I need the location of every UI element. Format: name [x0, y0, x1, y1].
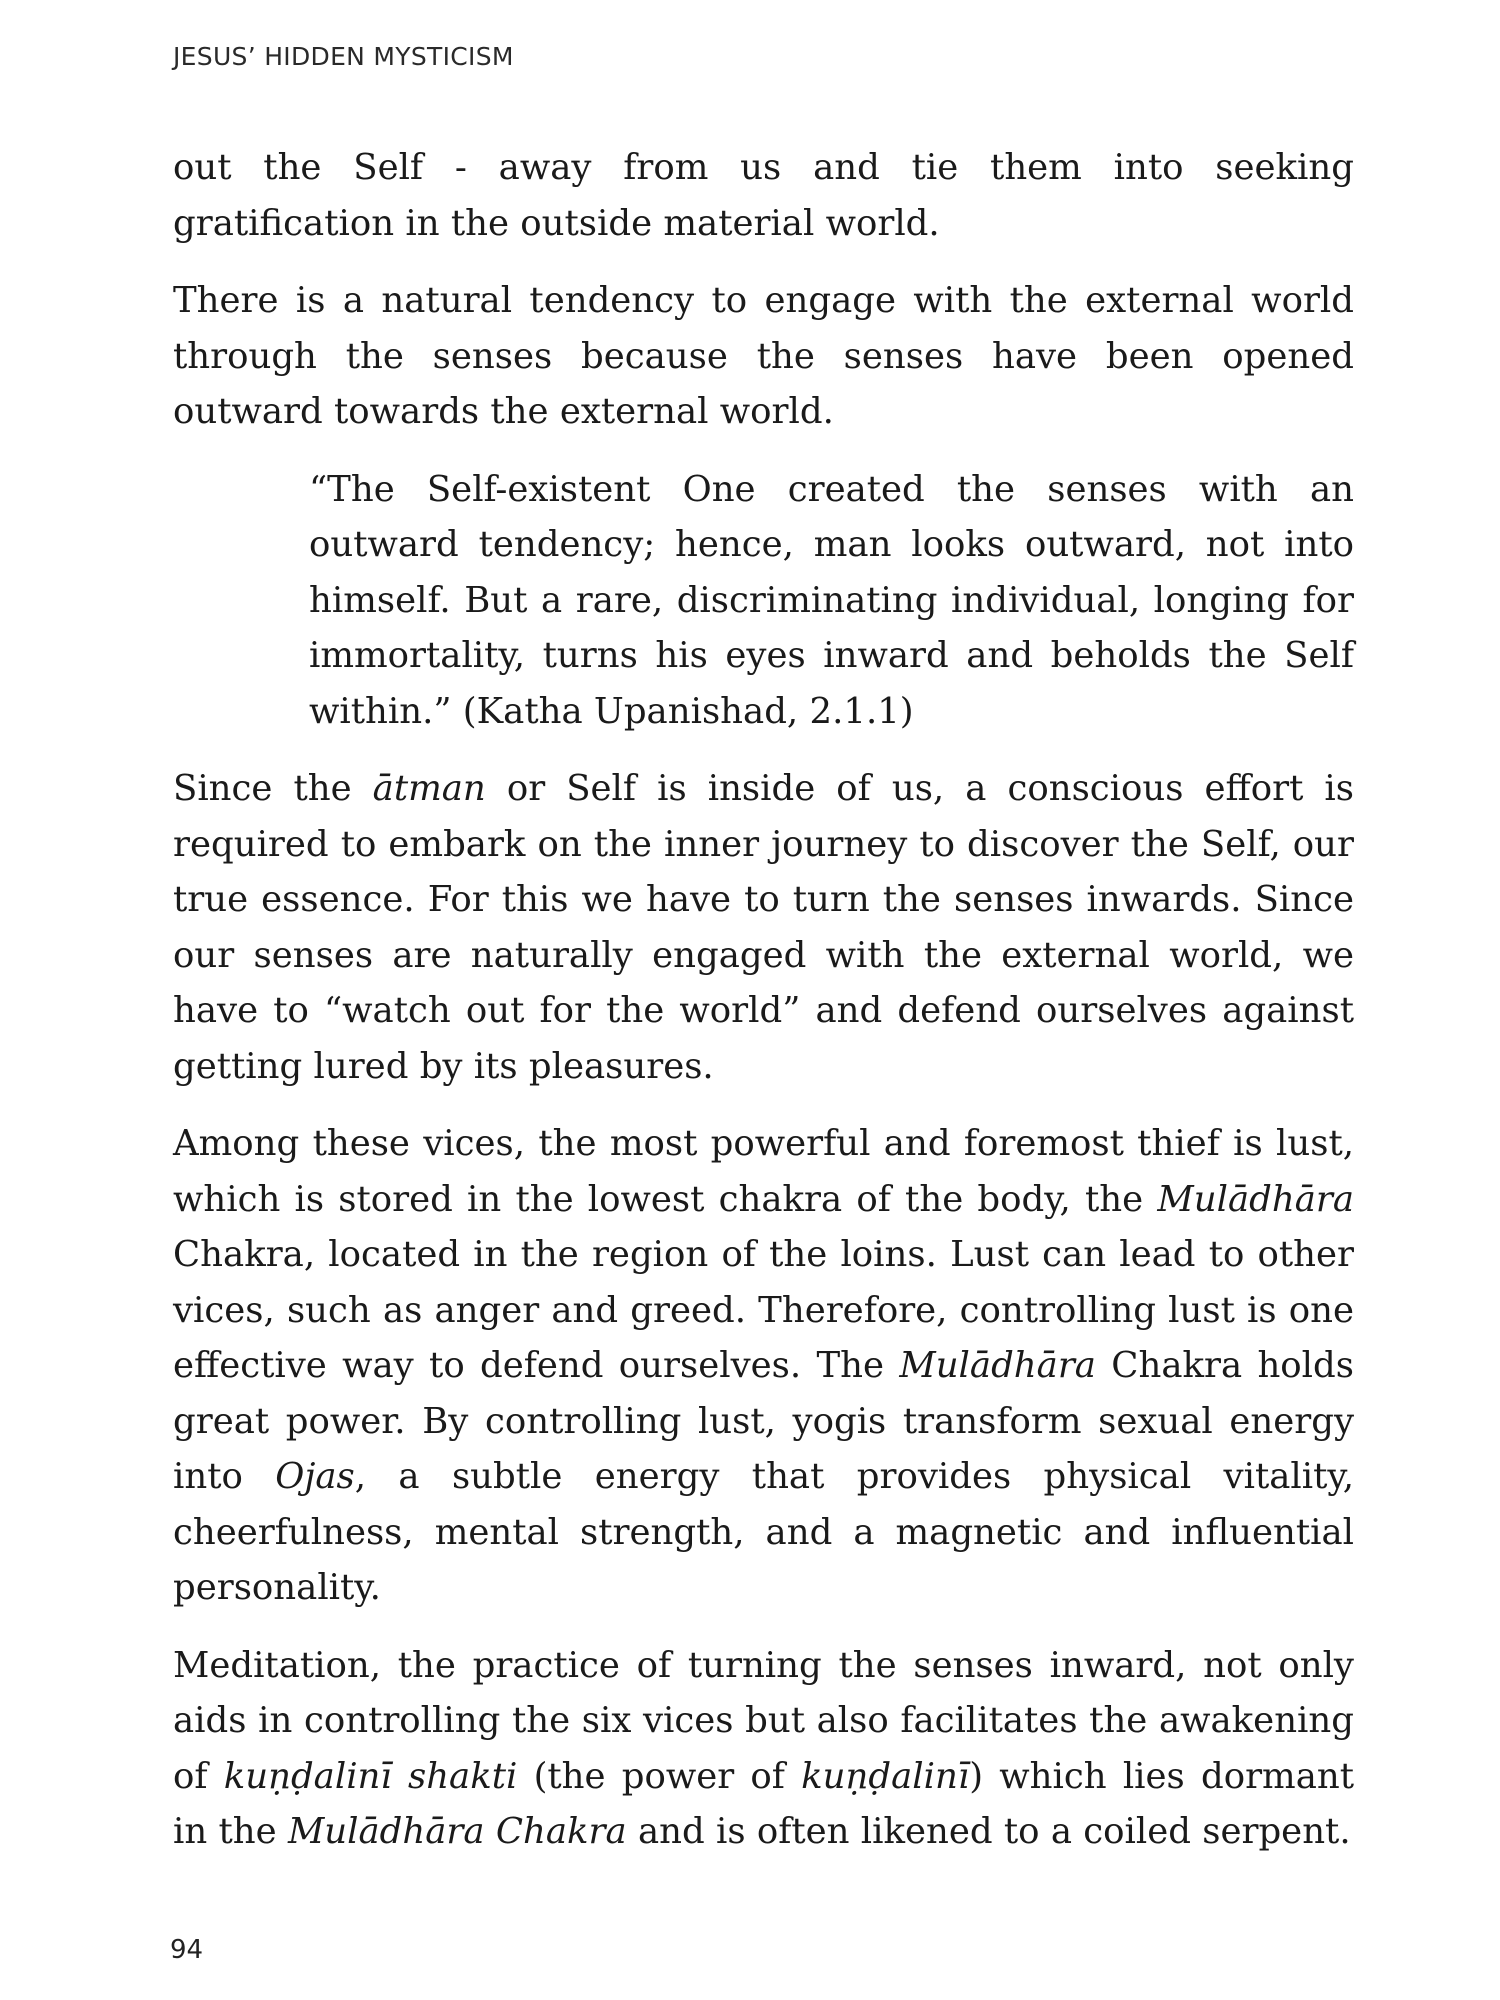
paragraph-3	[173, 761, 1354, 1094]
term-muladhara: Mulādhāra	[899, 1345, 1096, 1386]
page-number: 94	[170, 1935, 204, 1965]
block-quote: “The Self-existent One created the senses with an outward tendency; hence, man looks outward, not into himself. But a rare, discriminating individual, longing for immortality, turns his eyes inward and beholds the Self within.” (Katha Upanishad, 2.1.1)	[309, 468, 1354, 732]
text-run: Since the	[173, 768, 373, 809]
text-run: Chakra, located in the region of the loins. Lust can lead to other vices, such as anger and greed. Therefore, controlling lust is one effective way to defend ourselves. The	[173, 1234, 1354, 1386]
body-text	[173, 140, 1354, 1882]
term-kundalini: kuṇḍalinī	[801, 1755, 970, 1797]
term-muladhara-chakra: Mulādhāra Chakra	[287, 1811, 627, 1852]
term-ojas: Ojas	[275, 1456, 355, 1497]
term-muladhara: Mulādhāra	[1157, 1178, 1354, 1220]
term-kundalini-shakti: kuṇḍalinī shakti	[223, 1755, 518, 1797]
paragraph-1: out the Self - away from us and tie them into seeking gratification in the outside material world.	[173, 147, 1354, 244]
paragraph-4	[173, 1116, 1354, 1616]
text-run: or Self is inside of us, a conscious effort is required to embark on the inner journey to discover the Self, our true essence. For this we have to turn the senses inwards. Since our senses are naturally engaged with the external world, we have to “watch out for the world” and defend ourselves against getting lured by its pleasures.	[173, 768, 1354, 1087]
running-head: JESUS’ HIDDEN MYSTICISM	[173, 42, 514, 71]
text-run: (the power of	[517, 1755, 802, 1797]
text-run: ) which lies dormant in the	[173, 1755, 1354, 1852]
text-run: Chakra holds great power. By controlling lust, yogis transform sexual energy into	[173, 1345, 1354, 1497]
term-atman: ātman	[372, 768, 486, 809]
text-run: Meditation, the practice of turning the senses inward, not only aids in controlling the six vices but also facilitates the awakening of	[173, 1644, 1354, 1797]
text-run: , a subtle energy that provides physical vitality, cheerfulness, mental strength, and a magnetic and influential personality.	[173, 1456, 1354, 1608]
paragraph-2: There is a natural tendency to engage with the external world through the senses because the senses have been opened outward towards the external world.	[173, 280, 1354, 432]
text-run: and is often likened to a coiled serpent.	[626, 1811, 1351, 1852]
text-run: Among these vices, the most powerful and foremost thief is lust, which is stored in the lowest chakra of the body, the	[173, 1123, 1354, 1220]
paragraph-5	[173, 1638, 1354, 1860]
